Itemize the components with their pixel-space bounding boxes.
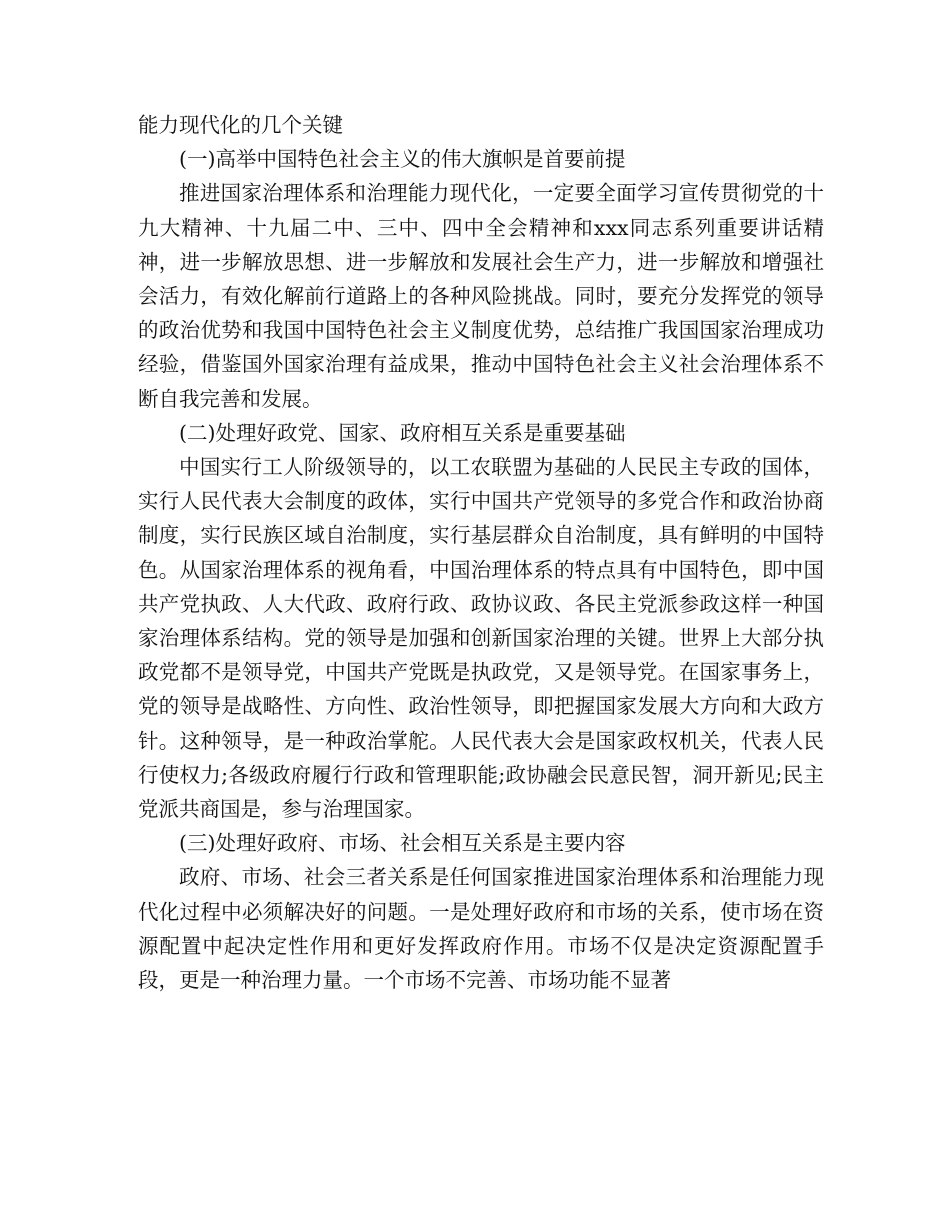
document-page [138, 108, 824, 997]
section-heading-2: (二)处理好政党、国家、政府相互关系是重要基础 [179, 420, 626, 445]
paragraph-section-2: 中国实行工人阶级领导的，以工农联盟为基础的人民民主专政的国体，实行人民代表大会制度的政体，实行中国共产党领导的多党合作和政治协商制度，实行民族区域自治制度，实行基层群众自治制度，具有鲜明的中国特色。从国家治理体系的视角看，中国治理体系的特点具有中国特色，即中国共产党执政、人大代政、政府行政、政协议政、各民主党派参政这样一种国家治理体系结构。党的领导是加强和创新国家治理的关键。世界上大部分执政党都不是领导党，中国共产党既是执政党，又是领导党。在国家事务上，党的领导是战略性、方向性、政治性领导，即把握国家发展大方向和大政方针。这种领导，是一种政治掌舵。人民代表大会是国家政权机关，代表人民行使权力;各级政府履行行政和管理职能;政协融会民意民智，洞开新见;民主党派共商国是，参与治理国家。 [138, 455, 824, 822]
section-heading-1: (一)高举中国特色社会主义的伟大旗帜是首要前提 [179, 147, 626, 172]
paragraph-section-3: 政府、市场、社会三者关系是任何国家推进国家治理体系和治理能力现代化过程中必须解决好的问题。一是处理好政府和市场的关系，使市场在资源配置中起决定性作用和更好发挥政府作用。市场不仅是决定资源配置手段，更是一种治理力量。一个市场不完善、市场功能不显著 [138, 865, 824, 993]
paragraph-section-1: 推进国家治理体系和治理能力现代化，一定要全面学习宣传贯彻党的十九大精神、十九届二中、三中、四中全会精神和xxx同志系列重要讲话精神，进一步解放思想、进一步解放和发展社会生产力，进一步解放和增强社会活力，有效化解前行道路上的各种风险挑战。同时，要充分发挥党的领导的政治优势和我国中国特色社会主义制度优势，总结推广我国国家治理成功经验，借鉴国外国家治理有益成果，推动中国特色社会主义社会治理体系不断自我完善和发展。 [138, 181, 824, 411]
section-heading-3: (三)处理好政府、市场、社会相互关系是主要内容 [179, 831, 626, 856]
paragraph-continuation: 能力现代化的几个关键 [138, 113, 343, 137]
